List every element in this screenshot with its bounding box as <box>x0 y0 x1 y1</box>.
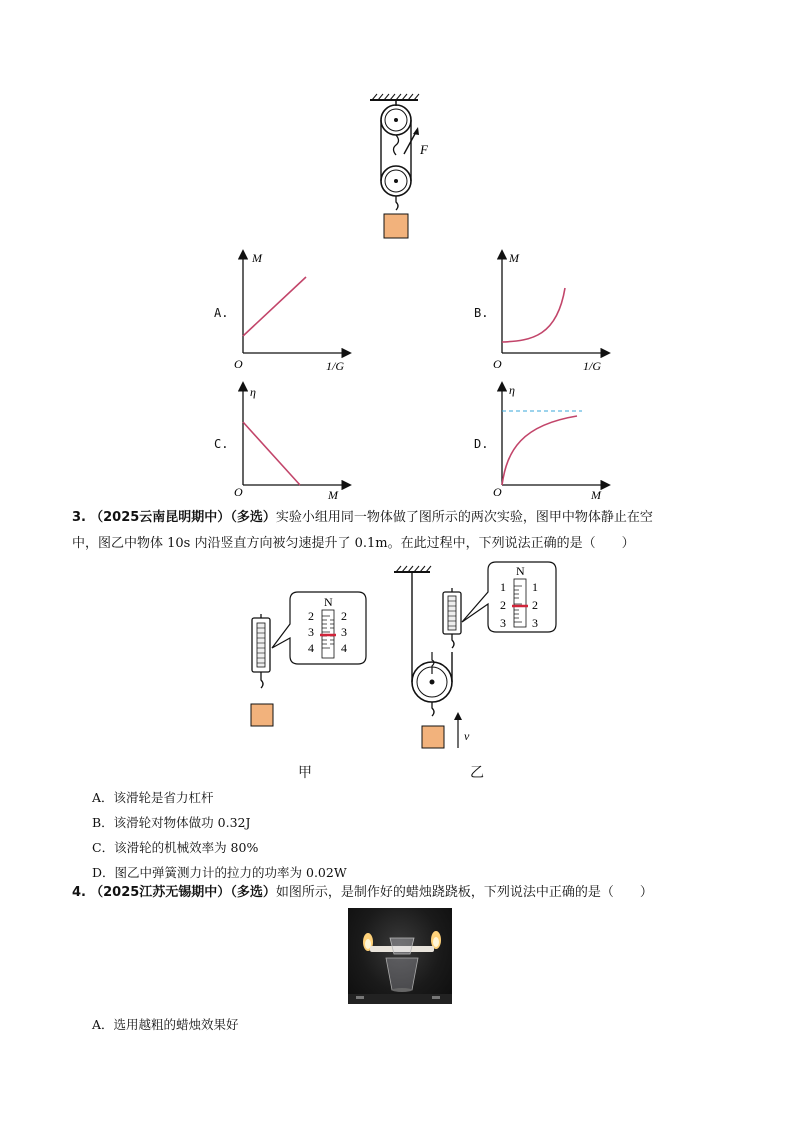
jia-scale-r0: 2 <box>341 609 347 623</box>
graph-b-y-label: M <box>509 251 519 265</box>
graph-d-origin: O <box>493 485 502 499</box>
jia-scale-l0: 2 <box>308 609 314 623</box>
yi-scale-r2: 3 <box>532 616 538 630</box>
q3-option-b[interactable]: B．该滑轮对物体做功 0.32J <box>92 815 251 830</box>
q4-source: （2025江苏无锡期中） <box>90 885 231 900</box>
choice-c-label: C. <box>214 437 229 451</box>
q3-option-c[interactable]: C．该滑轮的机械效率为 80% <box>92 840 259 855</box>
pulley-block-diagram <box>360 92 440 242</box>
q3-tag: （多选） <box>230 510 276 525</box>
q3-stem-line2 <box>72 536 635 552</box>
figure-yi-caption: 乙 <box>470 765 484 781</box>
choice-d-label: D. <box>474 437 489 451</box>
yi-scale-l0: 1 <box>500 580 506 594</box>
graph-d <box>487 380 617 505</box>
yi-scale-l2: 3 <box>500 616 506 630</box>
q4-text: 如图所示，是制作好的蜡烛跷跷板，下列说法中正确的是（ ） <box>275 885 653 900</box>
graph-c <box>228 380 358 505</box>
yi-scale-l1: 2 <box>500 598 506 612</box>
yi-scale-r0: 1 <box>532 580 538 594</box>
q3-source: （2025云南昆明期中） <box>90 510 231 525</box>
jia-unit: N <box>324 595 333 609</box>
jia-scale-r2: 4 <box>341 641 347 655</box>
q4-number: 4. <box>72 885 86 900</box>
jia-scale-l2: 4 <box>308 641 314 655</box>
q3-option-a[interactable]: A．该滑轮是省力杠杆 <box>92 790 214 805</box>
jia-scale-r1: 3 <box>341 625 347 639</box>
q3-number: 3. <box>72 510 86 525</box>
candle-seesaw-photo <box>348 908 452 1004</box>
yi-scale-r1: 2 <box>532 598 538 612</box>
graph-c-origin: O <box>234 485 243 499</box>
force-label: F <box>420 142 428 157</box>
graph-d-y-label: η <box>509 383 515 397</box>
q3-stem-line1 <box>72 510 653 526</box>
candle-seesaw-illustration <box>348 908 452 1004</box>
graph-a-y-label: M <box>252 251 262 265</box>
graph-c-x-label: M <box>328 488 338 502</box>
q3-option-d[interactable]: D．图乙中弹簧测力计的拉力的功率为 0.02W <box>92 865 347 880</box>
q3-text-line2: 中，图乙中物体 10s 内沿竖直方向被匀速提升了 0.1m。在此过程中，下列说法正确的是（ ） <box>72 536 635 551</box>
velocity-label: v <box>464 729 470 743</box>
choice-a-label: A. <box>214 306 229 320</box>
graph-a-origin: O <box>234 357 243 371</box>
yi-unit: N <box>516 564 525 578</box>
q4-tag: （多选） <box>230 885 276 900</box>
choice-b-label: B. <box>474 306 489 320</box>
figure-jia-caption: 甲 <box>298 765 312 781</box>
graph-b-origin: O <box>493 357 502 371</box>
figure-jia-spring-scale <box>240 578 370 738</box>
q3-text-line1: 实验小组用同一物体做了图所示的两次实验，图甲中物体静止在空 <box>275 510 653 525</box>
graph-b <box>487 248 617 373</box>
graph-c-y-label: η <box>250 385 256 399</box>
graph-a <box>228 248 358 373</box>
q4-option-a[interactable]: A．选用越粗的蜡烛效果好 <box>92 1017 239 1032</box>
figure-yi-movable-pulley <box>390 560 560 756</box>
graph-d-x-label: M <box>591 488 601 502</box>
q4-stem <box>72 885 653 901</box>
graph-b-x-label: 1/G <box>583 359 601 373</box>
jia-scale-l1: 3 <box>308 625 314 639</box>
graph-a-x-label: 1/G <box>326 359 344 373</box>
